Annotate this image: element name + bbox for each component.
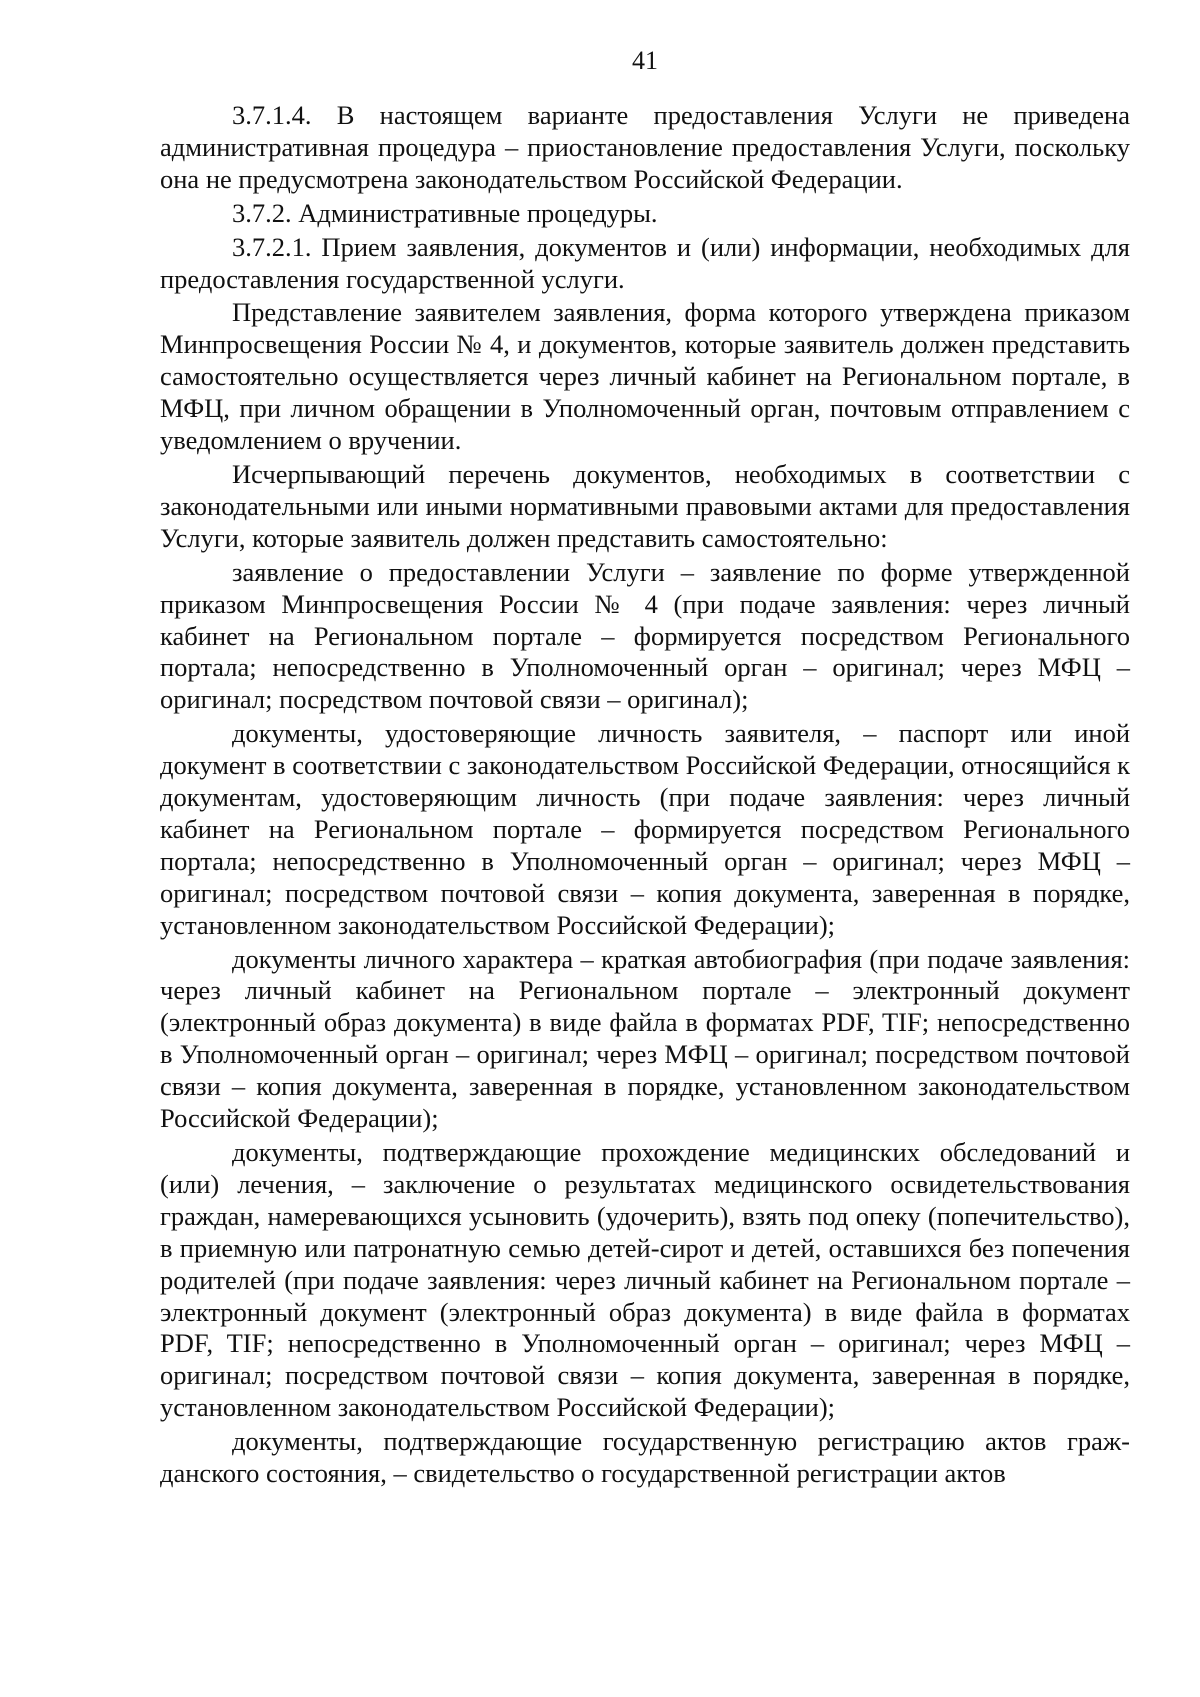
- paragraph-3-7-2-heading: 3.7.2. Административные процедуры.: [232, 197, 658, 228]
- page-number: 41: [632, 46, 658, 75]
- paragraph-submission: Представление заявителем заявления, форма которого утверждена приказом Минпросвещения России № 4, и документов, которые заявитель должен представить самостоятельно осуществляется через личный кабинет на Региональном портале, в МФЦ, при личном обращении в Уполномоченный орган, почтовым отправлением с уведомлением о вручении.: [160, 297, 1130, 456]
- list-item-personal-documents: документы личного характера – краткая автобиография (при подаче заявления: через личный кабинет на Региональном портале – электронный документ (электронный образ документа) в виде файла в форматах PDF, TIF; непосредственно в Уполномоченный орган – оригинал; через МФЦ – оригинал; посредством почтовой связи – копия документа, заверенная в порядке, установленном законодательством Российской Федерации);: [160, 943, 1130, 1134]
- list-item-identity-documents: документы, удостоверяющие личность заявителя, – паспорт или иной документ в соответствии с законодательством Российской Федерации, относящийся к документам, удостоверяющим личность (при подаче заявления: через личный кабинет на Региональном портале – формируется посредством Регионального портала; непосредственно в Уполномоченный орган – оригинал; через МФЦ – оригинал; посредством почтовой связи – копия документа, заверенная в порядке, установленном законодательством Российской Федерации);: [160, 718, 1131, 940]
- paragraph-documents-list-intro: Исчерпывающий перечень документов, необходимых в соответствии с законодательными или иными нормативными правовыми актами для предоставления Услуги, которые заявитель должен представить самостоятельно:: [160, 458, 1130, 553]
- list-item-application: заявление о предоставлении Услуги – заявление по форме утвержденной приказом Минпросвещения России № 4 (при подаче заявления: через личный кабинет на Региональном портале – формируется посредством Регионального портала; непосредственно в Уполномоченный орган – оригинал; через МФЦ – оригинал; посредством почтовой связи – оригинал);: [160, 556, 1130, 715]
- list-item-civil-status-documents: документы, подтверждающие государственную регистрацию актов гражданского состояния, – свидетельство о государственной регистрации актов: [160, 1426, 1130, 1489]
- document-page: [160, 46, 1130, 1490]
- list-item-medical-documents: документы, подтверждающие прохождение медицинских обследований и (или) лечения, – заключение о результатах медицинского освидетельствования граждан, намеревающихся усыновить (удочерить), взять под опеку (попечительство), в приемную или патронатную семью детей-сирот и детей, оставшихся без попечения родителей (при подаче заявления: через личный кабинет на Региональном портале – электронный документ (электронный образ документа) в виде файла в форматах PDF, TIF; непосредственно в Уполномоченный орган – оригинал; через МФЦ – оригинал; посредством почтовой связи – копия документа, заверенная в порядке, установленном законодательством Российской Федерации);: [160, 1137, 1130, 1423]
- paragraph-3-7-2-1: 3.7.2.1. Прием заявления, документов и (или) информации, необходимых для предоставления государственной услуги.: [160, 231, 1130, 294]
- paragraph-3-7-1-4: 3.7.1.4. В настоящем варианте предоставления Услуги не приведена административная процедура – приостановление предоставления Услуги, поскольку она не предусмотрена законодательством Российской Федерации.: [160, 100, 1130, 194]
